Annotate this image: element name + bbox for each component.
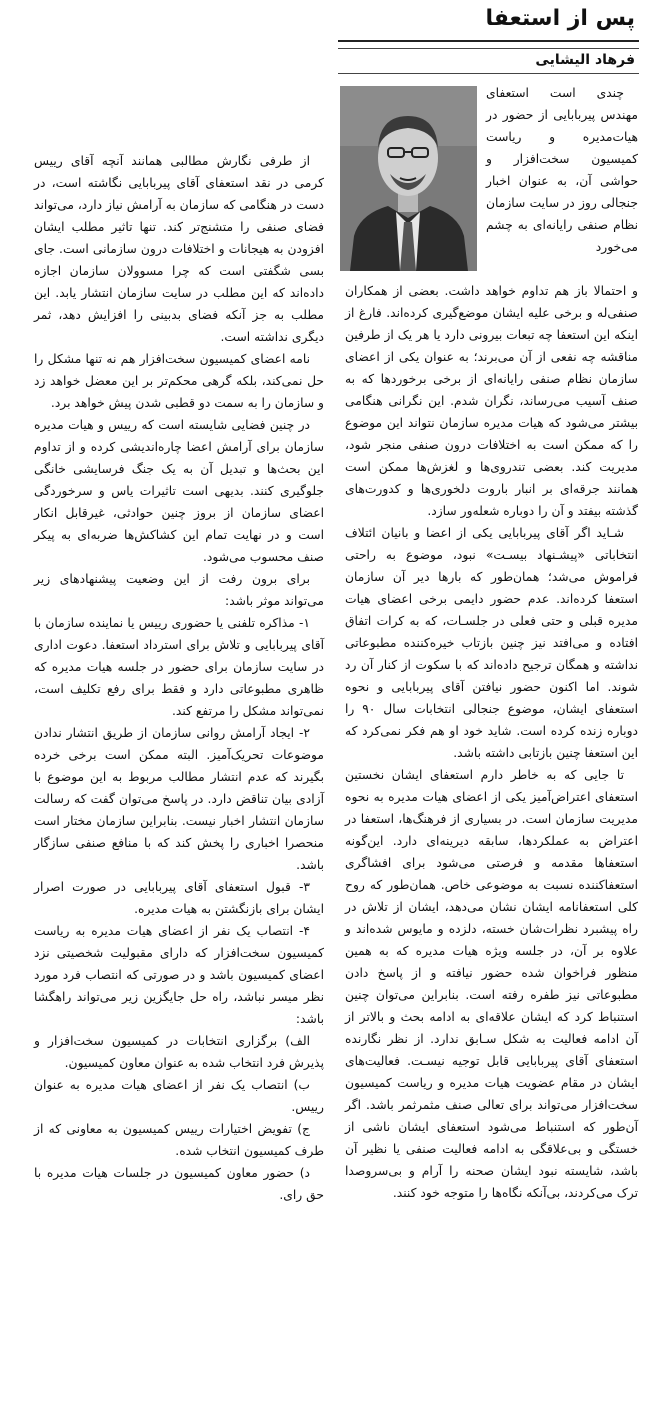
- article-paragraph: برای برون رفت از این وضعیت پیشنهادهای زیر می‌تواند موثر باشد:: [34, 572, 324, 608]
- list-item: ۳- قبول استعفای آقای پیربابایی در صورت اصرار ایشان برای بازنگشتن به هیات مدیره.: [34, 880, 324, 916]
- author-portrait-icon: [340, 86, 477, 271]
- right-column-top: [486, 82, 638, 258]
- title-rule: [338, 40, 639, 42]
- list-item: ۲- ایجاد آرامش روانی سازمان از طریق انتشار ندادن موضوعات تحریک‌آمیز. البته ممکن است برخی خرده بگیرند که عدم انتشار مطالب مربوط به این موضوع با آزادی بیان تناقض دارد. در پاسخ می‌توان گفت که رسالت سازمان انتشار اخبار نیست. بنابراین سازمان مختار است منحصرا اخباری را پخش کند که با منافع صنفی سازگار باشد.: [34, 726, 324, 872]
- article-paragraph: تا جایی که به خاطر دارم استعفای ایشان نخستین استعفای اعتراض‌آمیز یکی از اعضای هیات مدیره به نحوه مدیریت سازمان است. در بسیاری از فرهنگ‌ها، استعفا در اعتراض به عملکردها، سابقه دیرینه‌ای دارد. این‌گونه استعفاها مقدمه و فرصتی می‌شود برای افشاگری استعفاکننده نسبت به موضوعی خاص. همان‌طور که روح کلی استعفانامه ایشان نشان می‌دهد، ایشان از تلاش در راه پیشبرد نظرات‌شان خسته، دلزده و مایوس شده‌اند و علاوه بر آن، در جلسه ویژه هیات مدیره که به همین منظور فراخوان شده حضور نیافته و از پاسخ دادن مطبوعاتی نیز طفره رفته است. بنابراین می‌توان چنین استنباط کرد که ایشان علاقه‌ای به ادامه بحث و بالاتر از آن ادامه فعالیت به شکل سـابق ندارد. از نظر نگارنده استعفای آقای پیربابایی قابل توجیه نیسـت. فعالیت‌های ایشان در مقام عضویت هیات مدیره و ریاست کمیسیون سخت‌افزار می‌تواند برای تعالی صنف مثمرثمر باشد. اگر آن‌طور که استنباط می‌شود استعفای ایشان ناشی از خستگی و بی‌علاقگی به ادامه فعالیت صنفی یا نظیر آن باشد، شایسته نبود ایشان صحنه را آرام و بی‌سروصدا ترک می‌کردند، بی‌آنکه نگاه‌ها را متوجه خود کنند.: [345, 768, 638, 1200]
- list-item: د) حضور معاون کمیسیون در جلسات هیات مدیره با حق رای.: [34, 1166, 324, 1202]
- list-item: ج) تفویض اختیارات رییس کمیسیون به معاونی که از طرف کمیسیون انتخاب شده.: [34, 1122, 324, 1158]
- author-name: فرهاد الیشایی: [535, 52, 635, 68]
- right-column: [345, 280, 638, 1204]
- article-title: پس از استعفا: [485, 6, 635, 31]
- article-paragraph: در چنین فضایی شایسته است که رییس و هیات مدیره سازمان برای آرامش اعضا چاره‌اندیشی کرده و از تداوم این بحث‌ها و تبدیل آن به یک جنگ فرسایشی خانگی جلوگیری کنند. بدیهی است تاثیرات یاس و سرخوردگی اعضای سازمان از بروز چنین حوادثی، غیرقابل انکار است و در نهایت تمام این کشاکش‌ها ضربه‌ای به پیکر صنف محسوب می‌شود.: [34, 418, 324, 564]
- list-item: ۱- مذاکره تلفنی یا حضوری رییس یا نماینده سازمان با آقای پیربابایی و تلاش برای استرداد استعفا. دعوت اداری در سایت سازمان برای حضور در جلسه هیات مدیره که ظاهری مطبوعاتی دارد و فقط برای رفع تکلیف است، نمی‌تواند مشکل را مرتفع کند.: [34, 616, 324, 718]
- list-item: ۴- انتصاب یک نفر از اعضای هیات مدیره به ریاست کمیسیون سخت‌افزار که دارای مقبولیت شخصیتی نزد اعضای کمیسیون باشد و در صورتی که انتصاب فرد مورد نظر میسر نباشد، راه حل جایگزین زیر می‌تواند راهگشا باشد:: [34, 924, 324, 1026]
- author-portrait-photo: [340, 86, 477, 271]
- list-item: الف) برگزاری انتخابات در کمیسیون سخت‌افزار و پذیرش فرد انتخاب شده به عنوان معاون کمیسیون.: [34, 1034, 324, 1070]
- article-paragraph: از طرفی نگارش مطالبی همانند آنچه آقای رییس کرمی در نقد استعفای آقای پیربابایی نگاشته است، در دست در هنگامی که سازمان به آرامش نیاز دارد، می‌تواند فضای صنفی را متشنج‌تر کند. تنها تاثیر مطلب ایشان افزودن به هیجانات و اختلافات درون سازمانی است. جای بسی شگفتی است که چرا مسوولان سازمان اجازه داده‌اند که این مطلب در سایت سازمان انتشار یابد. این مطلب به جز آنکه فضای بدبینی را افزایش دهد، ثمر دیگری نداشته است.: [34, 154, 324, 344]
- article-paragraph: نامه اعضای کمیسیون سخت‌افزار هم نه تنها مشکل را حل نمی‌کند، بلکه گرهی محکم‌تر بر این معضل خواهد زد و سازمان را به سمت دو قطبی شدن پیش خواهد برد.: [34, 352, 324, 410]
- article-paragraph: و احتمالا باز هم تداوم خواهد داشت. بعضی از همکاران صنفی‌له و برخی علیه ایشان موضع‌گیری کرده‌اند. فارغ از اینکه این استعفا چه تبعات بیرونی دارد یا هر یک از طرفین مناقشه چه نفعی از آن می‌برند؛ به عنوان یکی از اعضای سازمان نظام صنفی رایانه‌ای از برخی برخوردها که به صنف آسیب می‌رساند، نگران شدم. این نگرانی هنگامی بیشتر می‌شود که هیات مدیره سازمان نتواند این موضوع را که ممکن است به اختلافات درون صنفی منجر شود، مدیریت کند. بعضی تندروی‌ها و لغزش‌ها ممکن است همانند جرقه‌ای بر انبار باروت دلخوری‌ها و کدورت‌های گذشته بیفتد و آن را دوباره شعله‌ور سازد.: [345, 284, 638, 518]
- list-item: ب) انتصاب یک نفر از اعضای هیات مدیره به عنوان رییس.: [34, 1078, 324, 1114]
- left-column: [34, 150, 324, 1206]
- article-paragraph: چندی است استعفای مهندس پیربابایی از حضور در هیات‌مدیره و ریاست کمیسیون سخت‌افزار و حواشی آن، به عنوان اخبار جنجالی روز در سایت سازمان نظام صنفی رایانه‌ای به چشم می‌خورد: [486, 86, 638, 254]
- article-paragraph: شـاید اگر آقای پیربابایی یکی از اعضا و بانیان ائتلاف انتخاباتی «پیشـنهاد بیسـت» نبود، موضوع به راحتی فراموش می‌شد؛ همان‌طور که بارها دیر آن سازمان استعفا کرده‌اند. عدم حضور دایمی برخی اعضای هیات مدیره قبلی و حتی فعلی در جلسـات، که به کرات اتفاق افتاده و می‌افتد نیز چنین بازتاب خیره‌کننده مطبوعاتی نداشته و همگان ترجیح داده‌اند که با سکوت از کنار آن رد شوند. اما اکنون حضور نیافتن آقای پیربابایی و نحوه استعفای ایشان، موضوع جنجالی انتخابات سال ۹۰ را دوباره زنده کرده است. شاید خود او هم فکر نمی‌کرد که این استعفا چنین بازتابی داشته باشد.: [345, 526, 638, 760]
